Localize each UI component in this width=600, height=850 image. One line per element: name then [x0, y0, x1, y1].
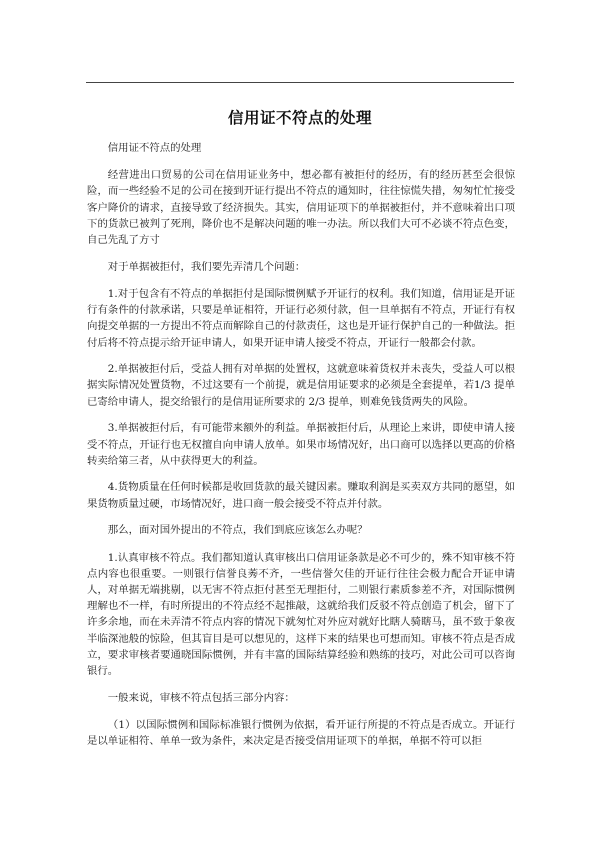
paragraph-point-4: 4.货物质量在任何时候都是收回货款的最关键因素。赚取利润是买卖双方共同的愿望，如果货物质量过硬，市场情况好，进口商一般会接受不符点并付款。 — [87, 481, 515, 510]
paragraph-what-to-do: 那么，面对国外提出的不符点，我们到底应该怎么办呢？ — [107, 524, 368, 537]
paragraph-review-parts: 一般来说，审核不符点包括三部分内容： — [107, 691, 295, 704]
paragraph-questions-lead: 对于单据被拒付，我们要先弄清几个问题： — [107, 260, 306, 273]
paragraph-point-2: 2.单据被拒付后，受益人拥有对单据的处置权，这就意味着货权并未丧失，受益人可以根据实际情况处置货物，不过这要有一个前提，就是信用证要求的必须是全套提单，若1/3 提单已寄给申请人，提交给银行的是信用证所要求的 2/3 提单，则难免钱货两失的风险。 — [87, 363, 515, 408]
header-rule — [86, 82, 514, 83]
document-subtitle: 信用证不符点的处理 — [107, 142, 202, 154]
document-title: 信用证不符点的处理 — [227, 108, 372, 127]
paragraph-intro: 经营进出口贸易的公司在信用证业务中，想必都有被拒付的经历，有的经历甚至会很惊险，而一些经验不足的公司在接到开证行提出不符点的通知时，往往惊慌失措，匆匆忙忙接受客户降价的请求，直接导致了经济损失。其实，信用证项下的单据被拒付，并不意味着出口项下的货款已被判了死刑，降价也不是解决问题的唯一办法。所以我们大可不必谈不符点色变，自己先乱了方寸 — [87, 169, 515, 247]
paragraph-point-3: 3.单据被拒付后，有可能带来额外的利益。单据被拒付后，从理论上来讲，即使申请人接受不符点，开证行也无权擅自向申请人放单。如果市场情况好，出口商可以选择以更高的价格转卖给第三者，从中获得更大的利益。 — [87, 422, 515, 467]
paragraph-point-1: 1.对于包含有不符点的单据拒付是国际惯例赋予开证行的权利。我们知道，信用证是开证行有条件的付款承诺，只要是单证相符，开证行必须付款，但一旦单据有不符点，开证行有权向提交单据的一方提出不符点而解除自己的付款责任，这也是开证行保护自己的一种做法。拒付后将不符点提示给开证申请人，如果开证申请人接受不符点，开证行一般都会付款。 — [87, 287, 515, 349]
paragraph-review-part-1: （1）以国际惯例和国际标准银行惯例为依据，看开证行所提的不符点是否成立。开证行是以单证相符、单单一致为条件，来决定是否接受信用证项下的单据，单据不符可以拒 — [87, 718, 515, 748]
document-body — [87, 140, 515, 760]
paragraph-step-1: 1.认真审核不符点。我们都知道认真审核出口信用证条款是必不可少的，殊不知审核不符点内容也很重要。一则银行信誉良莠不齐，一些信誉欠佳的开证行往往会极力配合开证申请人，对单据无端挑剔，以无害不符点拒付甚至无理拒付，二则银行素质参差不齐，对国际惯例理解也不一样，有时所提出的不符点经不起推敲，这就给我们反驳不符点创造了机会，留下了许多余地，而在未弄清不符点内容的情况下就匆忙对外应对就好比瞎人骑瞎马，虽不致于象夜半临深池般的惊险，但其盲目是可以想见的，这样下来的结果也可想而知。审核不符点是否成立，要求审核者要通晓国际惯例，并有丰富的国际结算经验和熟练的技巧，对此公司可以咨询银行。 — [87, 551, 515, 677]
